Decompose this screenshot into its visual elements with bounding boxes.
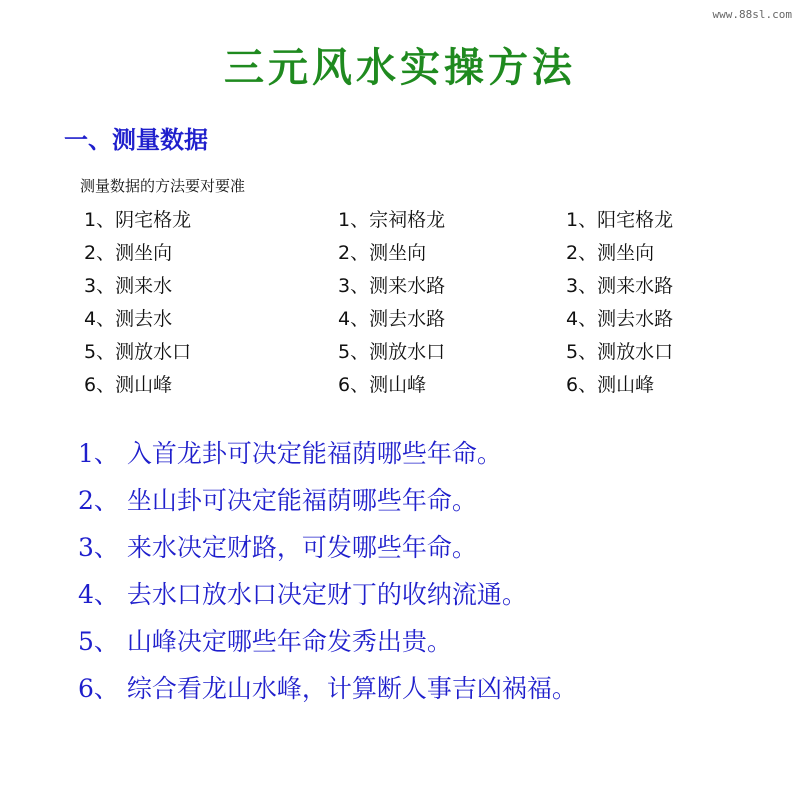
list-item: 1、宗祠格龙 <box>338 209 446 231</box>
list-item: 6、测山峰 <box>338 374 427 396</box>
column-yinzhai <box>84 204 191 402</box>
list-item: 2、测坐向 <box>338 242 427 264</box>
list-item: 5、测放水口 <box>338 341 446 363</box>
point-item: 4、 去水口放水口决定财丁的收纳流通。 <box>78 580 527 609</box>
point-item: 5、 山峰决定哪些年命发秀出贵。 <box>78 627 452 656</box>
list-item: 5、测放水口 <box>566 341 674 363</box>
section-subtitle: 测量数据的方法要对要准 <box>80 177 246 195</box>
section-heading: 一、测量数据 <box>64 125 208 154</box>
list-item: 6、测山峰 <box>84 374 173 396</box>
list-item: 3、测来水路 <box>338 275 446 297</box>
list-item: 1、阳宅格龙 <box>566 209 674 231</box>
list-item: 4、测去水 <box>84 308 173 330</box>
list-item: 4、测去水路 <box>566 308 674 330</box>
point-item: 3、 来水决定财路，可发哪些年命。 <box>78 533 477 562</box>
list-item: 3、测来水 <box>84 275 173 297</box>
point-item: 2、 坐山卦可决定能福荫哪些年命。 <box>78 486 477 515</box>
point-item: 1、 入首龙卦可决定能福荫哪些年命。 <box>78 439 502 468</box>
list-item: 1、阴宅格龙 <box>84 209 192 231</box>
list-item: 5、测放水口 <box>84 341 192 363</box>
watermark: www.88sl.com <box>712 8 792 21</box>
list-item: 3、测来水路 <box>566 275 674 297</box>
list-item: 2、测坐向 <box>84 242 173 264</box>
list-item: 4、测去水路 <box>338 308 446 330</box>
list-item: 6、测山峰 <box>566 374 655 396</box>
key-points <box>78 430 577 712</box>
column-zongci <box>338 204 445 402</box>
list-item: 2、测坐向 <box>566 242 655 264</box>
page-title: 三元风水实操方法 <box>224 44 576 91</box>
column-yangzhai <box>566 204 673 402</box>
point-item: 6、 综合看龙山水峰，计算断人事吉凶祸福。 <box>78 674 577 703</box>
